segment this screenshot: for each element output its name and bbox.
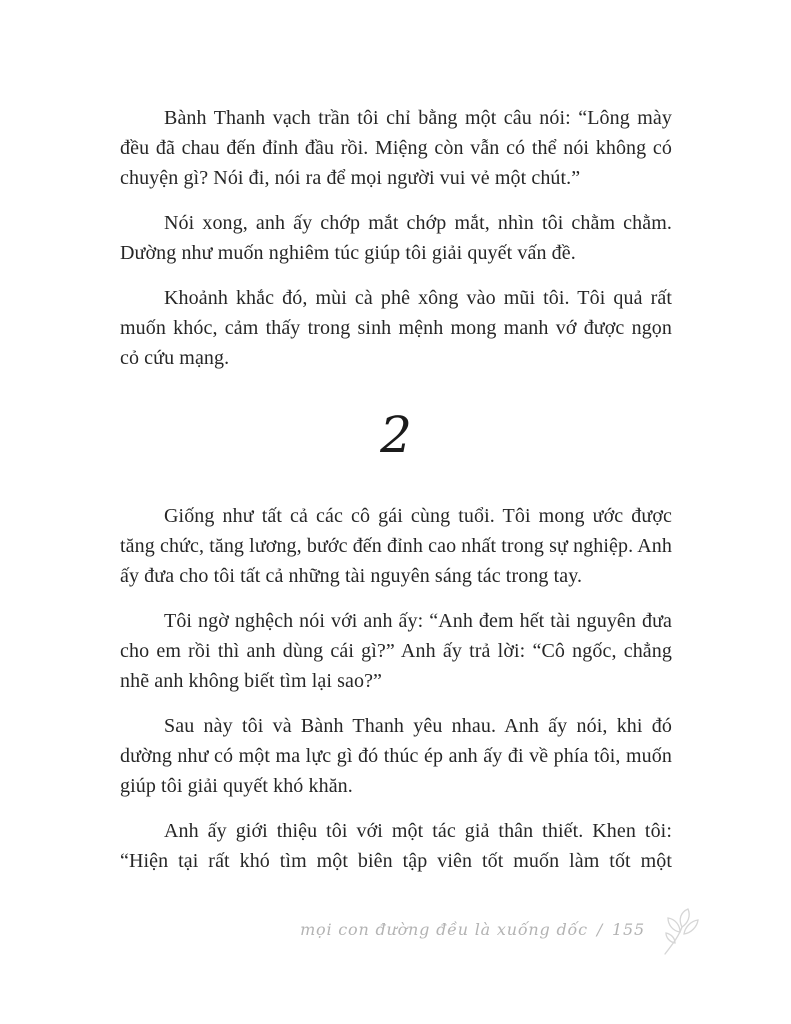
body-paragraph: Bành Thanh vạch trần tôi chỉ bằng một câu nói: “Lông mày đều đã chau đến đỉnh đầu rồi. Miệng còn vẫn có thể nói không có chuyện gì? Nói đi, nói ra để mọi người vui vẻ một chút.” xyxy=(120,107,672,189)
page-content xyxy=(120,103,672,891)
page-footer xyxy=(300,903,707,955)
footer-separator: / xyxy=(596,919,604,939)
page-number: 155 xyxy=(612,919,645,939)
body-paragraph: Khoảnh khắc đó, mùi cà phê xông vào mũi tôi. Tôi quả rất muốn khóc, cảm thấy trong sinh mệnh mong manh vớ được ngọn cỏ cứu mạng. xyxy=(120,287,672,369)
body-paragraph: Anh ấy giới thiệu tôi với một tác giả thân thiết. Khen tôi: “Hiện tại rất khó tìm một biên tập viên tốt muốn làm tốt một xyxy=(120,820,672,872)
body-paragraph: Tôi ngờ nghệch nói với anh ấy: “Anh đem hết tài nguyên đưa cho em rồi thì anh dùng cái gì?” Anh ấy trả lời: “Cô ngốc, chẳng nhẽ anh không biết tìm lại sao?” xyxy=(120,610,672,692)
body-paragraph: Giống như tất cả các cô gái cùng tuổi. Tôi mong ước được tăng chức, tăng lương, bước đến đỉnh cao nhất trong sự nghiệp. Anh ấy đưa cho tôi tất cả những tài nguyên sáng tác trong tay. xyxy=(120,505,672,587)
body-paragraph: Sau này tôi và Bành Thanh yêu nhau. Anh ấy nói, khi đó dường như có một ma lực gì đó thúc ép anh ấy đi về phía tôi, muốn giúp tôi giải quyết khó khăn. xyxy=(120,715,672,797)
leaf-branch-icon xyxy=(655,906,707,958)
chapter-number: 2 xyxy=(380,406,412,464)
body-paragraph: Nói xong, anh ấy chớp mắt chớp mắt, nhìn tôi chằm chằm. Dường như muốn nghiêm túc giúp tôi giải quyết vấn đề. xyxy=(120,212,672,264)
running-title: mọi con đường đều là xuống dốc xyxy=(300,919,588,939)
